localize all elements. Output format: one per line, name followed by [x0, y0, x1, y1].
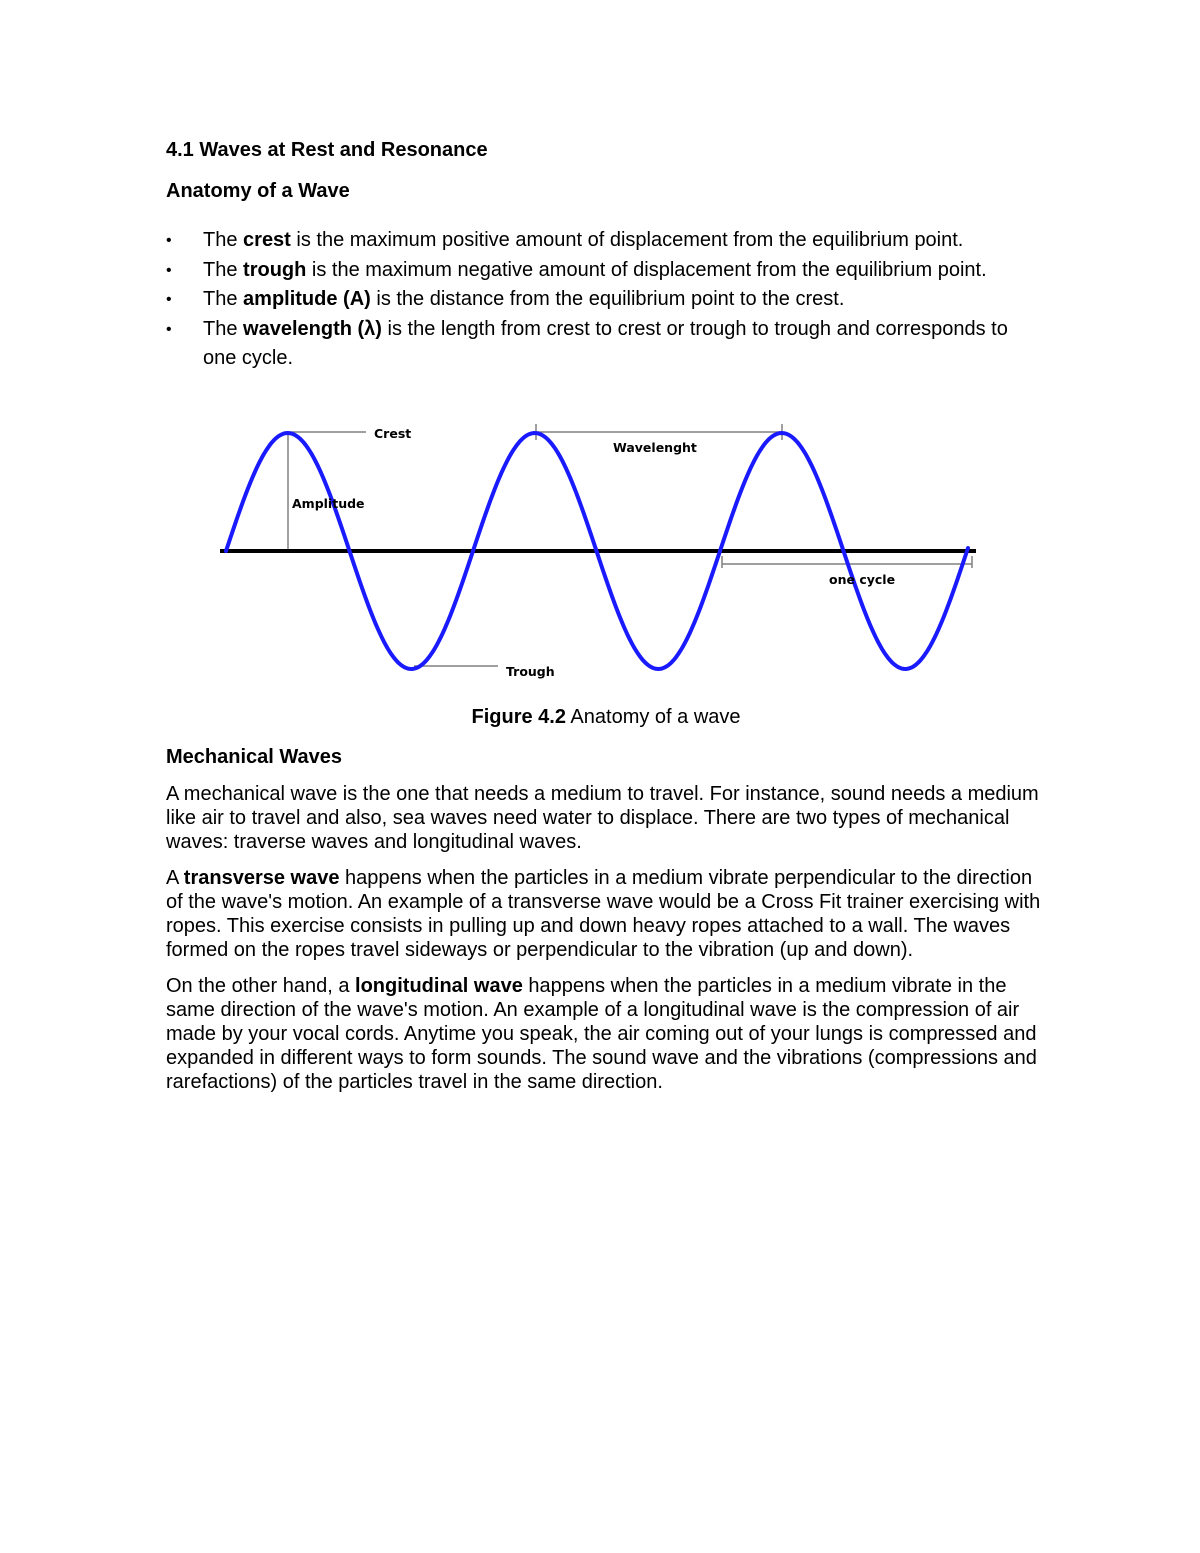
list-item-amplitude: [166, 285, 1046, 315]
paragraph-longitudinal: [166, 974, 1046, 1094]
caption-text: Anatomy of a wave: [565, 705, 741, 728]
para-prefix: A: [166, 866, 184, 889]
para-text: happens when the particles in a medium vibrate in the same direction of the wave's motion. An example of a longitudinal wave is the compression of air made by your vocal cords. Anytime you speak, the air coming out of your lungs is compressed and expanded in different ways to form sounds. The sound wave and the vibrations (compressions and rarefactions) of the particles travel in the same direction.: [166, 974, 1037, 1093]
label-trough: Trough: [506, 663, 555, 679]
item-text: is the length from crest to crest or trough to trough and corresponds to one cycle.: [203, 317, 1008, 369]
term-crest: crest: [243, 229, 291, 251]
mechanical-heading: Mechanical Waves: [166, 745, 343, 768]
wave-figure: [166, 404, 1046, 704]
term-transverse-wave: transverse wave: [183, 866, 340, 889]
caption-label: Figure 4.2: [471, 705, 566, 728]
anatomy-list: [166, 226, 1046, 374]
item-prefix: The: [203, 229, 244, 251]
list-item-wavelength: [166, 315, 1046, 374]
term-trough: trough: [243, 258, 307, 281]
term-longitudinal-wave: longitudinal wave: [355, 974, 523, 997]
term-wavelength: wavelength (λ): [243, 317, 382, 340]
paragraph-transverse: [166, 866, 1046, 962]
section-heading: 4.1 Waves at Rest and Resonance: [166, 139, 488, 161]
term-amplitude: amplitude (A): [243, 288, 371, 310]
anatomy-heading: Anatomy of a Wave: [166, 180, 350, 202]
item-text: is the maximum positive amount of displacement from the equilibrium point.: [290, 229, 964, 251]
bullet-icon: •: [166, 232, 172, 249]
paragraph-mechanical: A mechanical wave is the one that needs a medium to travel. For instance, sound needs a medium like air to travel and also, sea waves need water to displace. There are two types of mechanical waves: traverse waves and longitudinal waves.: [166, 782, 1039, 853]
bullet-icon: •: [166, 291, 172, 308]
bullet-icon: •: [166, 320, 172, 338]
item-text: is the maximum negative amount of displacement from the equilibrium point.: [306, 258, 987, 281]
label-wavelength: Wavelenght: [613, 439, 697, 455]
label-one-cycle: one cycle: [829, 571, 896, 587]
list-item-crest: [166, 226, 1046, 256]
item-prefix: The: [203, 288, 244, 310]
item-prefix: The: [203, 317, 244, 340]
bullet-icon: •: [166, 261, 172, 279]
figure-caption: [166, 704, 1046, 730]
wave-diagram: [216, 404, 986, 694]
item-prefix: The: [203, 258, 244, 281]
para-prefix: On the other hand, a: [166, 974, 356, 997]
item-text: is the distance from the equilibrium point to the crest.: [370, 288, 845, 310]
label-crest: Crest: [374, 425, 412, 441]
document-content: [166, 137, 1046, 1106]
para-text: happens when the particles in a medium vibrate perpendicular to the direction of the wave's motion. An example of a transverse wave would be a Cross Fit trainer exercising with ropes. This exercise consists in pulling up and down heavy ropes attached to a wall. The waves formed on the ropes travel sideways or perpendicular to the vibration (up and down).: [166, 866, 1041, 961]
label-amplitude: Amplitude: [292, 495, 365, 511]
list-item-trough: [166, 256, 1046, 286]
